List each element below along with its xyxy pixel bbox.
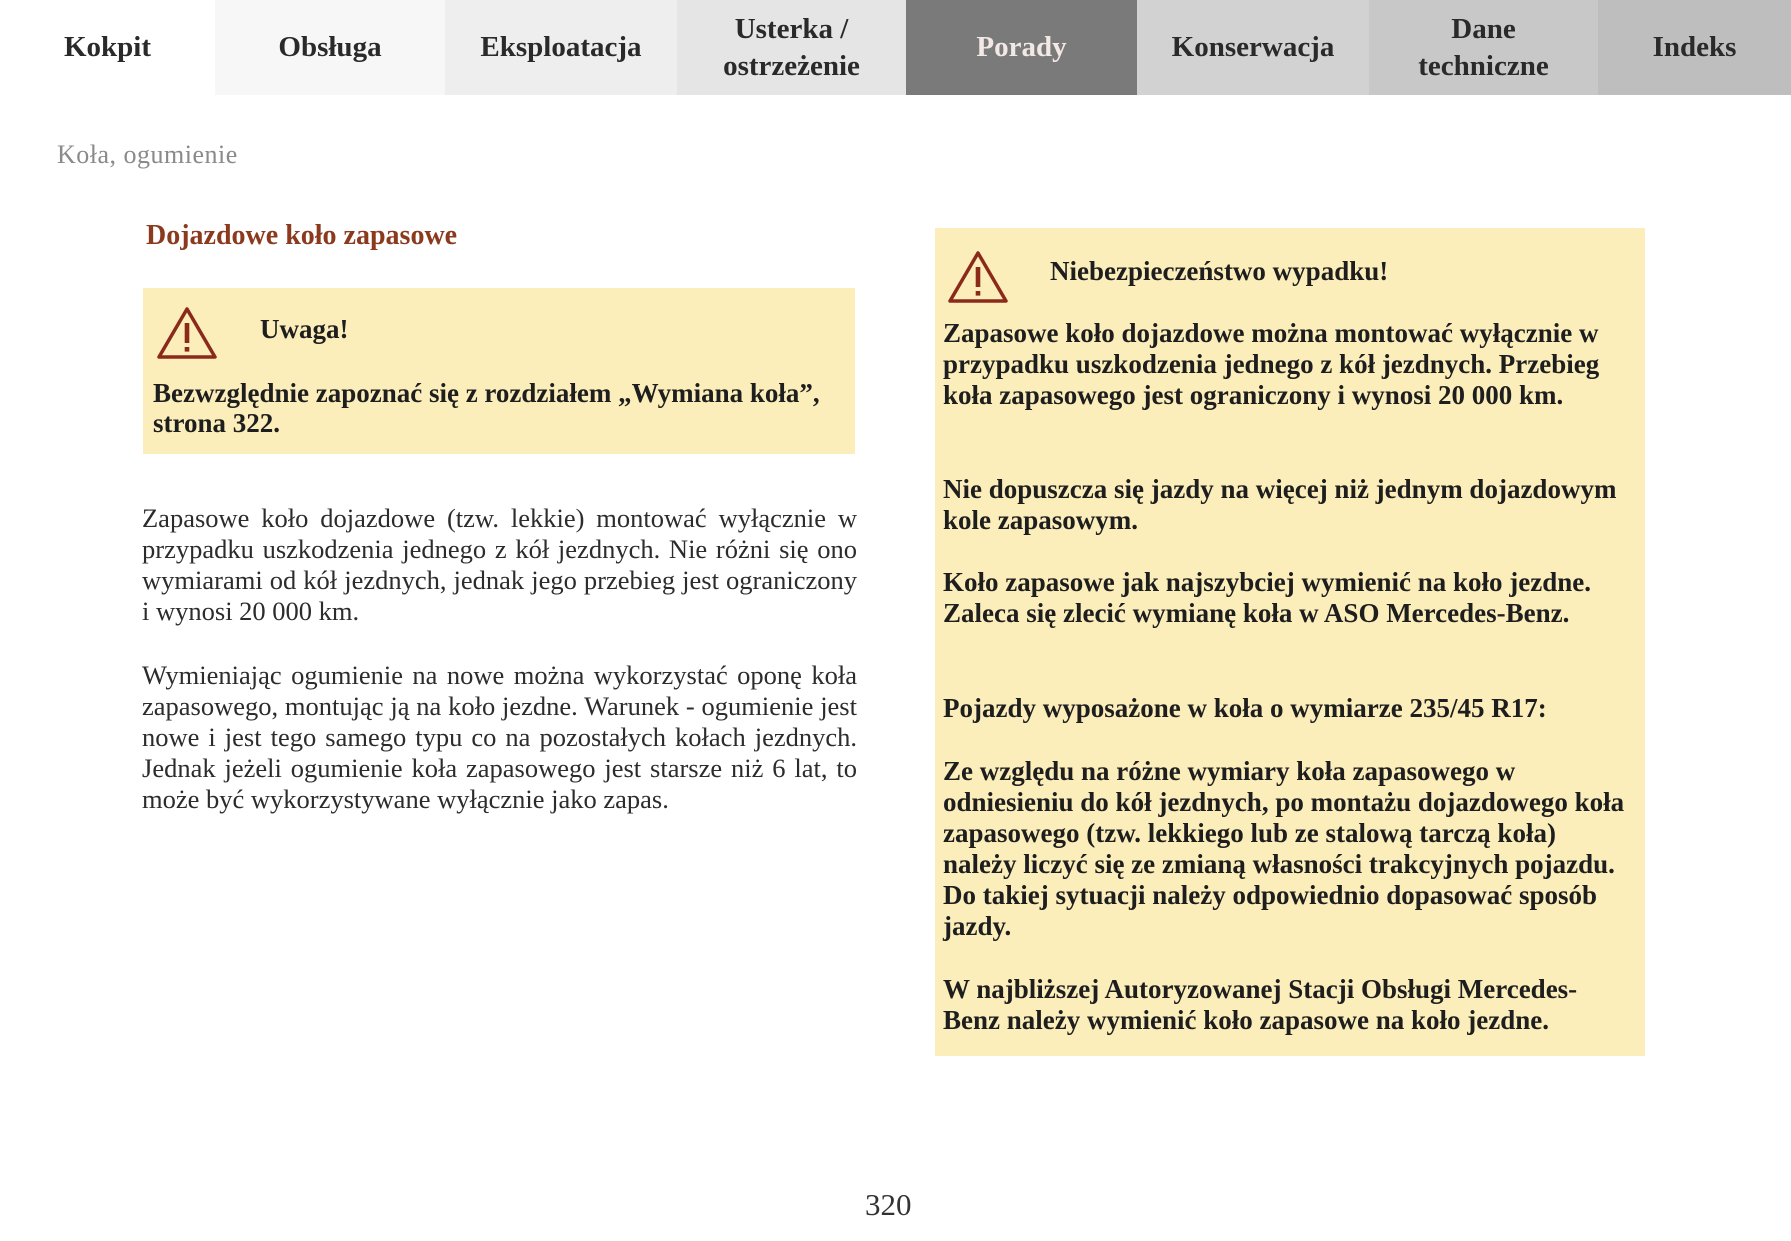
tab-eksploatacja[interactable]	[445, 0, 677, 95]
tab-indeks[interactable]	[1598, 0, 1791, 95]
tab-usterka-ostrzezenie[interactable]	[677, 0, 906, 95]
tab-label: Obsługa	[278, 31, 382, 63]
tab-label-line2: techniczne	[1418, 49, 1549, 82]
tab-kokpit[interactable]	[0, 0, 215, 95]
danger-paragraph-5: Ze względu na różne wymiary koła zapasowego w odniesieniu do kół jezdnych, po montażu dojazdowego koła zapasowego (tzw. lekkiego lub ze stalową tarczą koła) należy liczyć się ze zmianą własności trakcyjnych pojazdu. Do takiej sytuacji należy odpowiednio dopasować sposób jazdy.	[943, 756, 1625, 941]
caution-title: Uwaga!	[260, 314, 349, 344]
breadcrumb: Koła, ogumienie	[57, 140, 238, 169]
tab-label: Indeks	[1652, 31, 1737, 63]
danger-paragraph-2: Nie dopuszcza się jazdy na więcej niż jednym dojazdowym kole zapasowym.	[943, 474, 1617, 535]
tab-porady[interactable]	[906, 0, 1137, 95]
caution-text: Bezwzględnie zapoznać się z rozdziałem „Wymiana koła”, strona 322.	[153, 378, 820, 438]
warning-triangle-icon	[947, 250, 1009, 304]
danger-paragraph-4: Pojazdy wyposażone w koła o wymiarze 235/45 R17:	[943, 693, 1547, 723]
danger-title: Niebezpieczeństwo wypadku!	[1050, 256, 1389, 286]
page-number: 320	[865, 1187, 912, 1222]
danger-paragraph-1: Zapasowe koło dojazdowe można montować wyłącznie w przypadku uszkodzenia jednego z kół jezdnych. Przebieg koła zapasowego jest ograniczony i wynosi 20 000 km.	[943, 318, 1600, 410]
danger-paragraph-3: Koło zapasowe jak najszybciej wymienić na koło jezdne. Zaleca się zlecić wymianę koła w ASO Mercedes-Benz.	[943, 567, 1591, 628]
tab-label: Dane	[1451, 12, 1516, 45]
tab-obsluga[interactable]	[215, 0, 445, 95]
section-title: Dojazdowe koło zapasowe	[146, 220, 458, 251]
body-paragraph-1: Zapasowe koło dojazdowe (tzw. lekkie) montować wyłącznie w przypadku uszkodzenia jednego z kół jezdnych. Nie różni się ono wymiarami od kół jezdnych, jednak jego przebieg jest ograniczony i wynosi 20 000 km.	[142, 503, 857, 626]
tab-label: Konserwacja	[1171, 31, 1335, 63]
tab-label: Usterka /	[734, 12, 849, 45]
warning-triangle-icon	[156, 306, 218, 360]
chapter-tabs	[0, 0, 1791, 95]
danger-box	[935, 228, 1645, 1056]
danger-paragraph-6: W najbliższej Autoryzowanej Stacji Obsługi Mercedes-Benz należy wymienić koło zapasowe na koło jezdne.	[943, 974, 1578, 1035]
tab-konserwacja[interactable]	[1137, 0, 1369, 95]
caution-box	[143, 288, 855, 454]
tab-label: Eksploatacja	[480, 31, 642, 63]
tab-dane-techniczne[interactable]	[1369, 0, 1598, 95]
tab-label: Kokpit	[63, 31, 152, 63]
body-paragraph-2: Wymieniając ogumienie na nowe można wykorzystać oponę koła zapasowego, montując ją na koło jezdne. Warunek - ogumienie jest nowe i jest tego samego typu co na pozostałych kołach jezdnych. Jednak jeżeli ogumienie koła zapasowego jest starsze niż 6 lat, to może być wykorzystywane wyłącznie jako zapas.	[142, 660, 857, 814]
tab-label: Porady	[976, 31, 1067, 63]
tab-label-line2: ostrzeżenie	[723, 49, 860, 82]
